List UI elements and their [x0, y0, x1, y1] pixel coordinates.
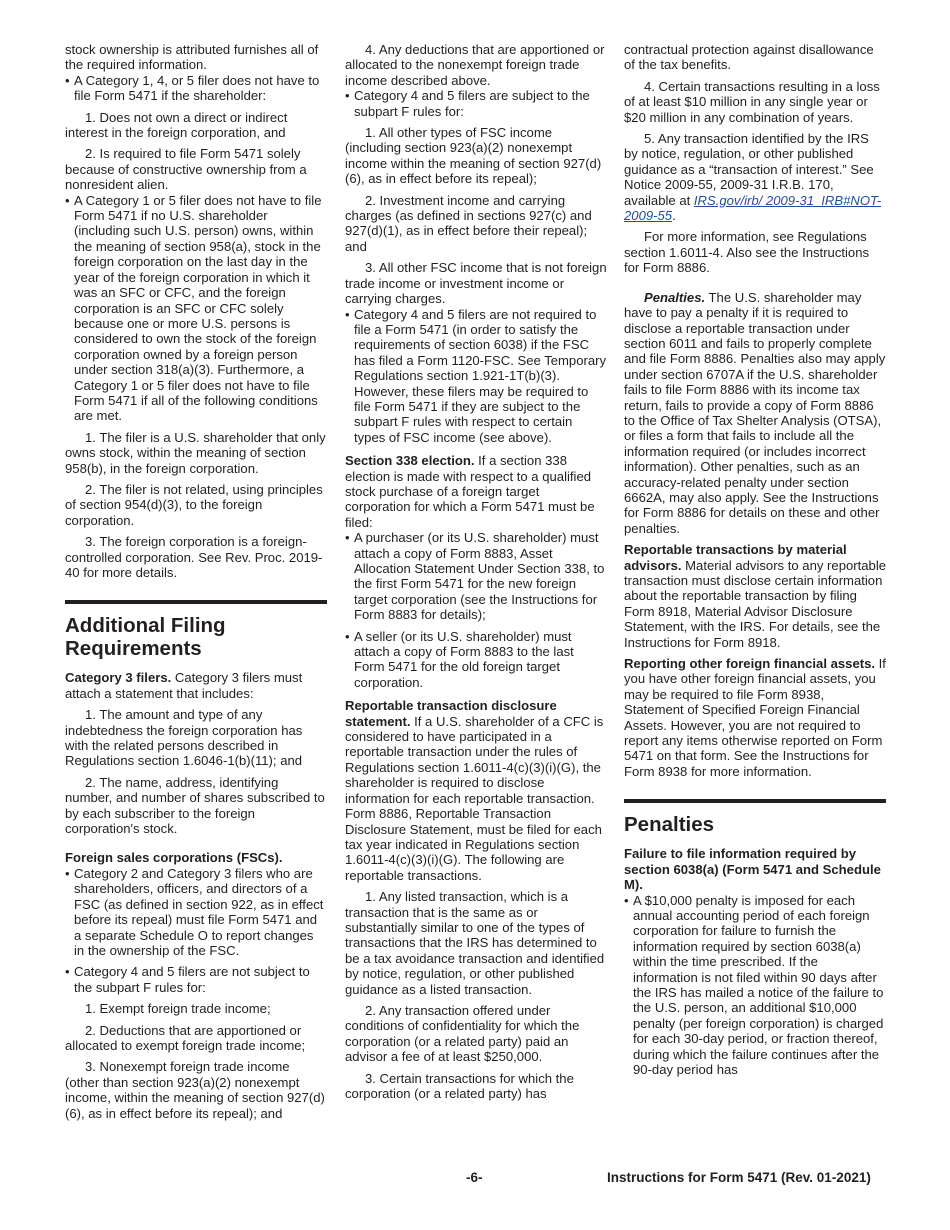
irs-notice-link[interactable]: IRS.gov/irb/ 2009-31_IRB#NOT-2009-55 [624, 192, 882, 224]
section-divider [65, 600, 327, 604]
numbered-item: 1. All other types of FSC income (including section 923(a)(2) nonexempt income within the meaning of section 927(d)(6), as in effect before its repeal); [345, 125, 602, 187]
numbered-item: 2. The filer is not related, using principles of section 954(d)(3), to the foreign corporation. [65, 481, 323, 528]
paragraph: Section 338 election. If a section 338 election is made with respect to a qualified stock purchase of a foreign target corporation for which a Form 5471 must be filed: [345, 453, 595, 530]
page-footer [0, 1170, 950, 1190]
paragraph: Penalties. The U.S. shareholder may have to pay a penalty if it is required to disclose a reportable transaction under section 6011 and fails to properly complete and file Form 8886. Penalties also may apply under section 6707A if the U.S. shareholder fails to file Form 8886 with its income tax return, fails to provide a copy of Form 8886 to the Office of Tax Shelter Analysis (OTSA), or files a form that fails to include all the information required (or includes incorrect information). Other penalties, such as an accuracy-related penalty under section 6662A, may also apply. See the Instructions for Form 8886 for details on these and other penalties. [624, 289, 886, 536]
bullet-icon: • [65, 72, 70, 88]
numbered-item: 4. Any deductions that are apportioned or allocated to the nonexempt foreign trade income described above. [345, 42, 605, 88]
bullet-icon: • [345, 306, 350, 322]
page-number: -6- [466, 1170, 483, 1185]
numbered-item: 2. Is required to file Form 5471 solely because of constructive ownership from a nonresident alien. [65, 146, 307, 193]
numbered-item: 3. Nonexempt foreign trade income (other than section 923(a)(2) nonexempt income, within the meaning of section 927(d)(6), as in effect before its repeal); and [65, 1059, 325, 1121]
bullet-icon: • [624, 892, 629, 908]
numbered-item: 1. Does not own a direct or indirect interest in the foreign corporation, and [65, 109, 288, 141]
paragraph: Reporting other foreign financial assets. If you have other foreign financial assets, you may be required to file Form 8938, Statement of Specified Foreign Financial Assets. However, you are not required to report any items otherwise reported on Form 5471 on that form. See the Instructions for Form 8938 for more information. [624, 656, 886, 779]
paragraph: Reportable transactions by material advisors. Material advisors to any reportable transaction must disclose certain information about the reportable transaction by filing Form 8918, Material Advisor Disclosure Statement, with the IRS. For details, see the Instructions for Form 8918. [624, 542, 887, 650]
column-3 [624, 42, 886, 1083]
numbered-item: 1. Exempt foreign trade income; [85, 1001, 271, 1017]
bullet-item: • A Category 1, 4, or 5 filer does not have to file Form 5471 if the shareholder: [65, 72, 320, 104]
column-2 [345, 42, 607, 1107]
section-divider [624, 799, 886, 803]
subheading: Failure to file information required by section 6038(a) (Form 5471 and Schedule M). [624, 846, 881, 893]
numbered-item: 2. The name, address, identifying number, and number of shares subscribed to by each subscriber to the foreign corporation's stock. [65, 774, 325, 837]
bullet-icon: • [345, 628, 350, 644]
section-heading: Penalties [624, 813, 715, 837]
bullet-item: • Category 4 and 5 filers are not subject to the subpart F rules for: [65, 964, 310, 995]
bullet-item: • Category 4 and 5 filers are not required to file a Form 5471 (in order to satisfy the requirements of section 6038) if the FSC has filed a Form 1120-FSC. See Temporary Regulations section 1.921-1T(b)(3). However, these filers may be required to file Form 5471 if they are subject to the subpart F rules with respect to certain types of FSC income (see above). [345, 306, 607, 445]
numbered-item: 4. Certain transactions resulting in a loss of at least $10 million in any single year or $20 million in any combination of years. [624, 78, 880, 125]
paragraph: contractual protection against disallowance of the tax benefits. [624, 42, 874, 73]
paragraph: Category 3 filers. Category 3 filers must attach a statement that includes: [65, 670, 303, 701]
numbered-item: 2. Any transaction offered under conditions of confidentiality for which the corporation (or a related party) paid an advisor a fee of at least $250,000. [345, 1002, 580, 1065]
column-1 [65, 42, 327, 1127]
bullet-icon: • [65, 964, 70, 980]
bullet-icon: • [345, 88, 350, 104]
paragraph: Reportable transaction disclosure statement. If a U.S. shareholder of a CFC is considered to have participated in a reportable transaction under the rules of Regulations section 1.6011-4(c)(3)(i)(G), the shareholder is required to disclose information for each reportable transaction. Form 8886, Reportable Transaction Disclosure Statement, must be filed for each tax year indicated in Regulations section 1.6011-4(c)(3)(i)(G). The following are reportable transactions. [345, 698, 604, 883]
numbered-item: 1. The filer is a U.S. shareholder that only owns stock, within the meaning of section 958(b), in the foreign corporation. [65, 429, 326, 476]
paragraph: stock ownership is attributed furnishes all of the required information. [65, 42, 319, 73]
numbered-item: 2. Deductions that are apportioned or allocated to exempt foreign trade income; [65, 1022, 306, 1053]
bullet-icon: • [65, 865, 70, 881]
numbered-item: 3. Certain transactions for which the corporation (or a related party) has [345, 1070, 574, 1101]
numbered-item: 2. Investment income and carrying charges (as defined in sections 927(c) and 927(d)(1), as in effect before their repeal); and [345, 192, 592, 254]
numbered-item: 3. The foreign corporation is a foreign-controlled corporation. See Rev. Proc. 2019-40 for more details. [65, 534, 323, 580]
bullet-item: • A seller (or its U.S. shareholder) must attach a copy of Form 8883 to the last Form 5471 for the old foreign target corporation. [345, 628, 574, 690]
numbered-item: 5. Any transaction identified by the IRS by notice, regulation, or other published guidance as a “transaction of interest.” See Notice 2009-55, 2009-31 I.R.B. 170, available at IRS.gov/irb/ 2009-31_IRB#NOT-2009-55. [624, 131, 882, 224]
numbered-item: 3. All other FSC income that is not foreign trade income or investment income or carrying charges. [345, 260, 607, 307]
paragraph: For more information, see Regulations section 1.6011-4. Also see the Instructions for Form 8886. [624, 229, 870, 276]
numbered-item: 1. The amount and type of any indebtedness the foreign corporation has with the related persons described in Regulations section 1.6046-1(b)(11); and [65, 707, 303, 769]
form-title: Instructions for Form 5471 (Rev. 01-2021) [607, 1170, 871, 1185]
bullet-item: • A purchaser (or its U.S. shareholder) must attach a copy of Form 8883, Asset Allocation Statement Under Section 338, to the first Form 5471 for the new foreign target corporation (see the Instructions for Form 8883 for details); [345, 530, 605, 623]
bullet-item: • A $10,000 penalty is imposed for each annual accounting period of each foreign corporation for failure to furnish the information required by section 6038(a) within the time prescribed. If the information is not filed within 90 days after the IRS has mailed a notice of the failure to the U.S. person, an additional $10,000 penalty (per foreign corporation) is charged for each 30-day period, or fraction thereof, during which the failure continues after the 90-day period has [624, 892, 884, 1077]
bullet-icon: • [65, 192, 70, 208]
section-heading: Additional Filing Requirements [65, 614, 226, 661]
bullet-item: • A Category 1 or 5 filer does not have to file Form 5471 if no U.S. shareholder (including such U.S. person) owns, within the meaning of section 958(a), stock in the foreign corporation on the last day in the year of the foreign corporation in which it was an SFC or CFC, and the foreign corporation is an SFC or CFC solely because one or more U.S. persons is considered to own the stock of the foreign corporation owned by a foreign person under section 318(a)(3). Furthermore, a Category 1 or 5 filer does not have to file Form 5471 if all of the following conditions are met. [65, 192, 322, 424]
bullet-icon: • [345, 530, 350, 546]
subheading: Foreign sales corporations (FSCs). [65, 850, 283, 866]
numbered-item: 1. Any listed transaction, which is a transaction that is the same as or substantially similar to one of the types of transactions that the IRS has determined to be a tax avoidance transaction and identified by notice, regulation, or other published guidance as a listed transaction. [345, 889, 605, 997]
bullet-item: • Category 2 and Category 3 filers who are shareholders, officers, and directors of a FSC (as defined in section 922, as in effect before its repeal) must file Form 5471 and a separate Schedule O to report changes in the ownership of the FSC. [65, 865, 324, 958]
bullet-item: • Category 4 and 5 filers are subject to the subpart F rules for: [345, 88, 590, 119]
